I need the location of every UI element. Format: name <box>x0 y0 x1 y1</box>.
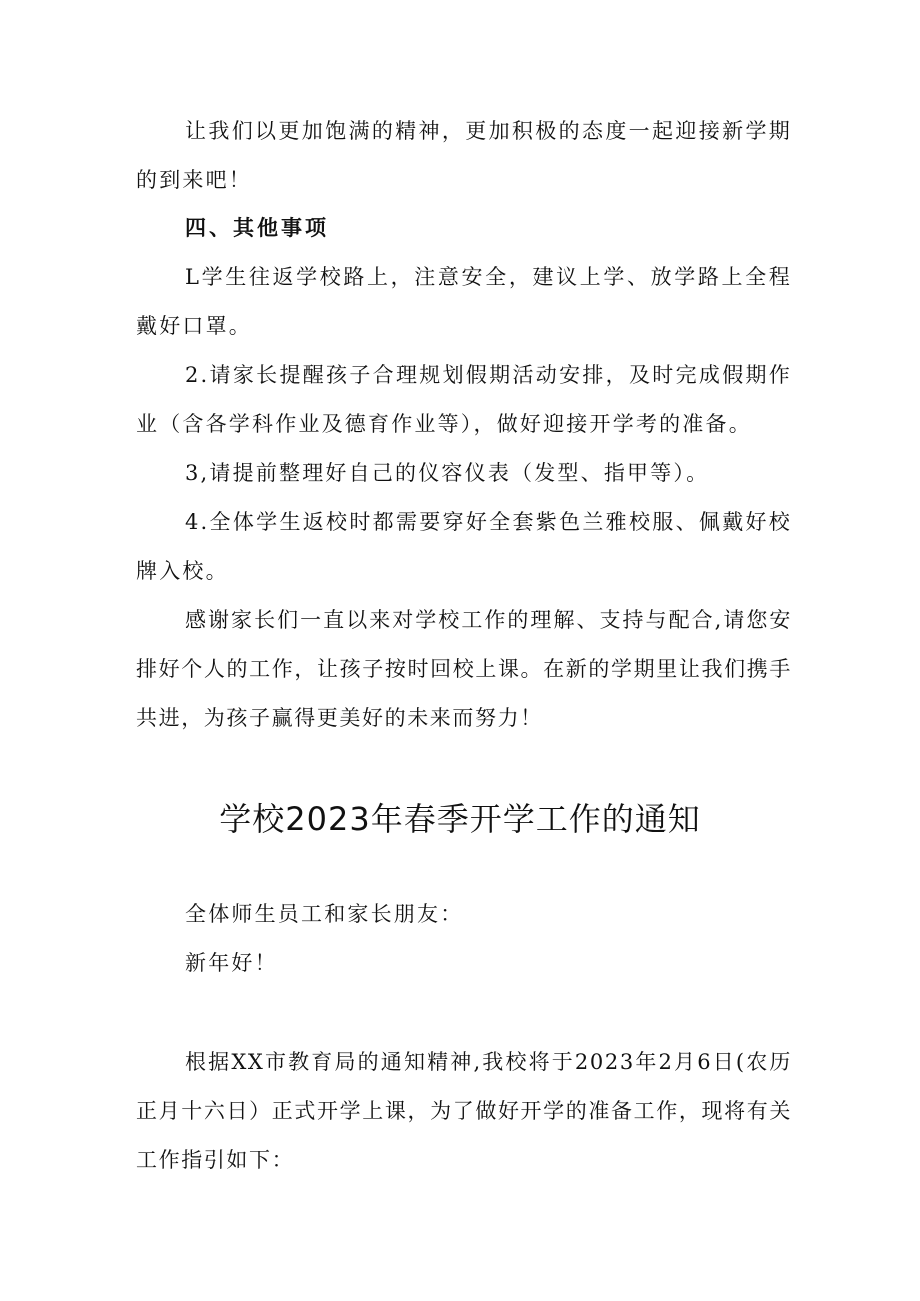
section-heading-other-matters: 四、其他事项 <box>185 216 329 240</box>
thanks-paragraph: 感谢家长们一直以来对学校工作的理解、支持与配合,请您安排好个人的工作，让孩子按时回校上课。在新的学期里让我们携手共进，为孩子赢得更美好的未来而努力！ <box>136 608 792 730</box>
greeting: 新年好！ <box>185 951 278 975</box>
list-item-2: 2.请家长提醒孩子合理规划假期活动安排，及时完成假期作业（含各学科作业及德育作业等），做好迎接开学考的准备。 <box>136 363 792 436</box>
notice-title: 学校2023年春季开学工作的通知 <box>219 800 701 838</box>
list-item-3: 3,请提前整理好自己的仪容仪表（发型、指甲等）。 <box>185 461 710 485</box>
salutation: 全体师生员工和家长朋友： <box>185 902 464 926</box>
list-item-4: 4.全体学生返校时都需要穿好全套紫色兰雅校服、佩戴好校牌入校。 <box>136 510 792 583</box>
closing-spirit-paragraph: 让我们以更加饱满的精神，更加积极的态度一起迎接新学期的到来吧！ <box>136 119 792 192</box>
list-item-1: L学生往返学校路上，注意安全，建议上学、放学路上全程戴好口罩。 <box>136 265 792 338</box>
intro-paragraph: 根据XX市教育局的通知精神,我校将于2023年2月6日(农历正月十六日）正式开学上课，为了做好开学的准备工作，现将有关工作指引如下： <box>136 1050 792 1172</box>
